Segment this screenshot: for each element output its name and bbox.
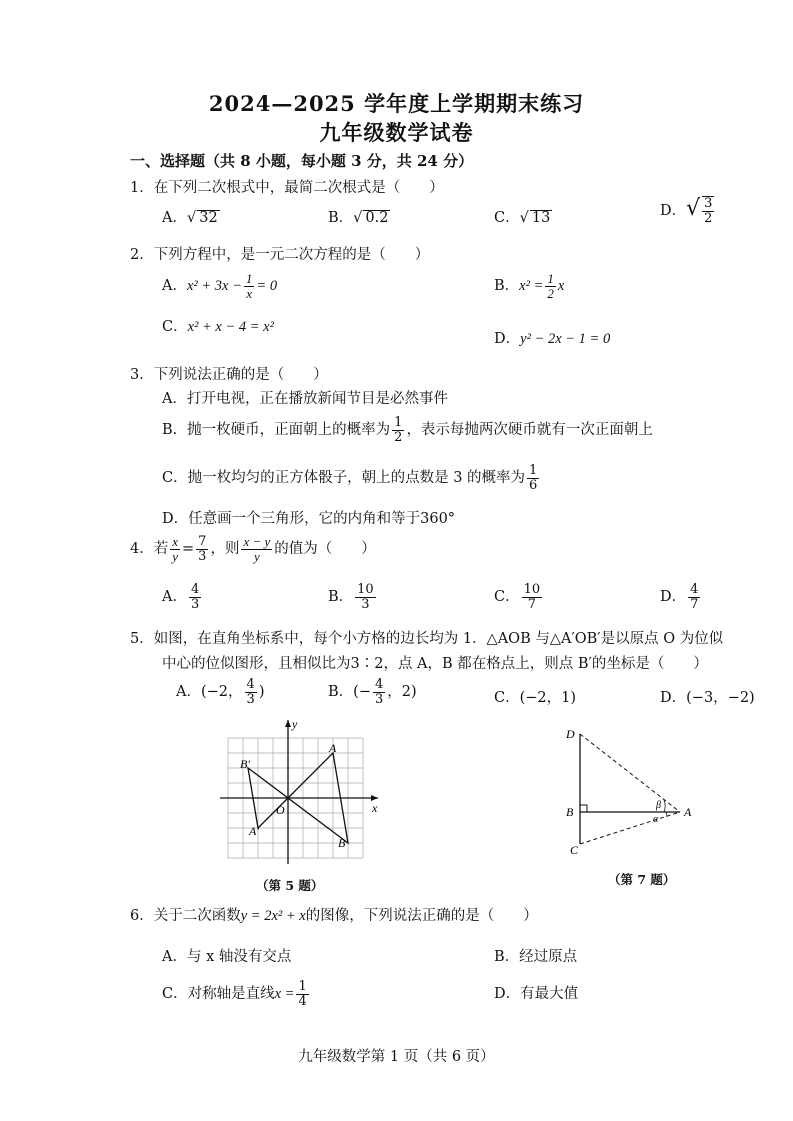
q3-option-b: B．抛一枚硬币，正面朝上的概率为 $\frac{1}{2}$ ，表示每抛两次硬币就有一次正面朝上 xyxy=(162,415,653,445)
q4-option-b: B． $\frac{10}{3}$ xyxy=(328,582,374,612)
point-b-label-7: B xyxy=(566,805,574,819)
q5-stem-line2: 中心的位似图形，且相似比为3∶2，点 A，B 都在格点上，则点 B′的坐标是（ ） xyxy=(162,656,708,672)
point-b-prime-label: B′ xyxy=(240,757,250,771)
q4-option-a: A． $\frac{4}{3}$ xyxy=(162,582,200,612)
q5-option-b: B．(− $\frac{4}{3}$ ，2) xyxy=(328,677,417,707)
angle-beta-label: β xyxy=(656,800,661,811)
q1-option-c: C．√ 13 xyxy=(494,210,551,226)
q2-option-c: C．x² + x − 4 = x² xyxy=(162,319,274,335)
q5-option-a: A．(−2， $\frac{4}{3}$ ) xyxy=(176,677,265,707)
q1-option-d: D．√ $\frac{3}{2}$ xyxy=(660,196,713,226)
q1-option-a: A．√ 32 xyxy=(162,210,218,226)
q5-stem-line1: 5．如图，在直角坐标系中，每个小方格的边长均为 1．△AOB 与△A′OB′是以原点 O 为位似 xyxy=(130,631,724,647)
q4-option-d: D． $\frac{4}{7}$ xyxy=(660,582,699,612)
q2-option-d: D．y² − 2x − 1 = 0 xyxy=(494,331,611,347)
segment-da xyxy=(580,734,680,812)
q3-stem: 3．下列说法正确的是（ ） xyxy=(130,367,328,383)
q4-stem: 4．若 $\frac{x}{y}$ = $\frac{7}{3}$ ，则 $\frac{x - y}{y}$ 的值为（ ） xyxy=(130,534,376,564)
x-axis-label: x xyxy=(372,801,378,815)
angle-alpha-label: α xyxy=(653,814,659,825)
page-footer: 九年级数学第 1 页（共 6 页） xyxy=(298,1049,495,1065)
q2-option-a: A．x² + 3x − $\frac{1}{x}$ = 0 xyxy=(162,271,278,301)
figure-7-triangle xyxy=(560,722,700,857)
point-c-label: C xyxy=(570,843,579,857)
point-a-label-7: A xyxy=(684,805,692,819)
q5-option-d: D．(−3，−2) xyxy=(660,690,755,706)
point-d-label: D xyxy=(566,727,575,741)
q2-stem: 2．下列方程中，是一元二次方程的是（ ） xyxy=(130,247,430,263)
q5-option-c: C．(−2，1) xyxy=(494,690,577,706)
figure-7-caption: （第 7 题） xyxy=(608,872,676,887)
exam-title: 2024—2025 学年度上学期期末练习 xyxy=(208,91,585,116)
y-axis-label: y xyxy=(292,717,298,731)
q4-option-c: C． $\frac{10}{7}$ xyxy=(494,582,541,612)
right-angle-mark xyxy=(580,805,587,812)
point-a-label: A xyxy=(329,741,337,755)
q6-option-d: D．有最大值 xyxy=(494,986,579,1002)
point-a-prime-label: A′ xyxy=(249,824,259,838)
q2-option-b: B．x² = $\frac{1}{2}$ x xyxy=(494,271,565,301)
q6-option-b: B．经过原点 xyxy=(494,949,578,965)
point-b-label: B xyxy=(338,836,346,850)
q6-option-a: A．与 x 轴没有交点 xyxy=(162,949,292,965)
q3-option-a: A．打开电视，正在播放新闻节目是必然事件 xyxy=(162,391,448,407)
q1-option-b: B．√ 0.2 xyxy=(328,210,389,226)
q1-stem: 1．在下列二次根式中，最简二次根式是（ ） xyxy=(130,180,444,196)
section-heading: 一、选择题（共 8 小题，每小题 3 分，共 24 分） xyxy=(130,152,474,170)
exam-subtitle: 九年级数学试卷 xyxy=(319,120,474,145)
q3-option-c: C．抛一枚均匀的正方体骰子，朝上的点数是 3 的概率为 $\frac{1}{6}$ xyxy=(162,463,538,493)
q6-stem: 6．关于二次函数y = 2x² + x的图像，下列说法正确的是（ ） xyxy=(130,908,538,924)
q3-option-d: D．任意画一个三角形，它的内角和等于360° xyxy=(162,511,456,527)
q6-option-c: C．对称轴是直线x = $\frac{1}{4}$ xyxy=(162,979,307,1009)
segment-ca xyxy=(580,812,680,844)
origin-label: O xyxy=(276,803,285,817)
figure-5-coordinate-grid xyxy=(220,716,390,866)
figure-5-caption: （第 5 题） xyxy=(256,878,324,893)
